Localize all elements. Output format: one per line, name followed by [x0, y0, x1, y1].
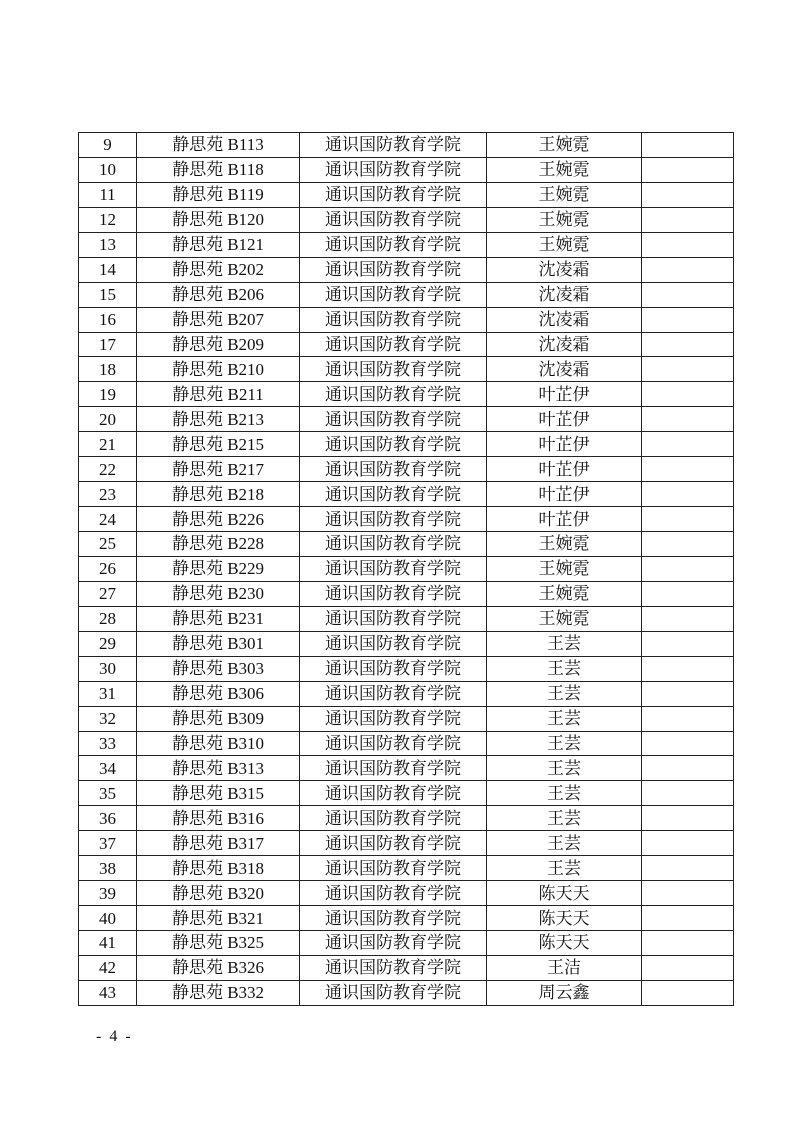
cell-person-name: 沈凌霜: [487, 332, 642, 357]
cell-row-number: 28: [79, 606, 137, 631]
cell-college: 通识国防教育学院: [300, 955, 487, 980]
cell-college: 通识国防教育学院: [300, 282, 487, 307]
table-row: [79, 232, 734, 257]
table-row: [79, 980, 734, 1005]
cell-person-name: 叶芷伊: [487, 407, 642, 432]
cell-person-name: 沈凌霜: [487, 307, 642, 332]
table-row: [79, 532, 734, 557]
table-row: [79, 631, 734, 656]
cell-college: 通识国防教育学院: [300, 606, 487, 631]
cell-college: 通识国防教育学院: [300, 881, 487, 906]
cell-room: 静思苑 B113: [137, 133, 300, 158]
cell-note: [642, 532, 734, 557]
cell-room: 静思苑 B332: [137, 980, 300, 1005]
cell-college: 通识国防教育学院: [300, 457, 487, 482]
table-row: [79, 332, 734, 357]
cell-row-number: 29: [79, 631, 137, 656]
cell-note: [642, 157, 734, 182]
cell-row-number: 22: [79, 457, 137, 482]
cell-note: [642, 207, 734, 232]
cell-note: [642, 482, 734, 507]
cell-person-name: 叶芷伊: [487, 382, 642, 407]
cell-college: 通识国防教育学院: [300, 756, 487, 781]
cell-college: 通识国防教育学院: [300, 631, 487, 656]
cell-room: 静思苑 B231: [137, 606, 300, 631]
cell-room: 静思苑 B306: [137, 681, 300, 706]
cell-room: 静思苑 B321: [137, 906, 300, 931]
cell-room: 静思苑 B320: [137, 881, 300, 906]
table-row: [79, 806, 734, 831]
cell-room: 静思苑 B318: [137, 856, 300, 881]
cell-person-name: 叶芷伊: [487, 457, 642, 482]
cell-row-number: 20: [79, 407, 137, 432]
cell-row-number: 42: [79, 955, 137, 980]
cell-person-name: 叶芷伊: [487, 482, 642, 507]
cell-college: 通识国防教育学院: [300, 432, 487, 457]
cell-row-number: 25: [79, 532, 137, 557]
cell-row-number: 23: [79, 482, 137, 507]
cell-note: [642, 332, 734, 357]
cell-college: 通识国防教育学院: [300, 781, 487, 806]
cell-person-name: 叶芷伊: [487, 507, 642, 532]
table-row: [79, 357, 734, 382]
cell-row-number: 40: [79, 906, 137, 931]
cell-note: [642, 507, 734, 532]
cell-college: 通识国防教育学院: [300, 507, 487, 532]
cell-college: 通识国防教育学院: [300, 307, 487, 332]
cell-college: 通识国防教育学院: [300, 581, 487, 606]
cell-room: 静思苑 B310: [137, 731, 300, 756]
cell-college: 通识国防教育学院: [300, 706, 487, 731]
cell-row-number: 18: [79, 357, 137, 382]
cell-row-number: 13: [79, 232, 137, 257]
cell-college: 通识国防教育学院: [300, 357, 487, 382]
table-row: [79, 831, 734, 856]
cell-college: 通识国防教育学院: [300, 382, 487, 407]
cell-person-name: 王婉霓: [487, 207, 642, 232]
cell-note: [642, 906, 734, 931]
table-row: [79, 257, 734, 282]
table-row: [79, 556, 734, 581]
cell-row-number: 14: [79, 257, 137, 282]
cell-row-number: 26: [79, 556, 137, 581]
cell-row-number: 19: [79, 382, 137, 407]
cell-note: [642, 407, 734, 432]
cell-college: 通识国防教育学院: [300, 332, 487, 357]
cell-college: 通识国防教育学院: [300, 133, 487, 158]
cell-row-number: 10: [79, 157, 137, 182]
cell-note: [642, 706, 734, 731]
cell-person-name: 陈天天: [487, 906, 642, 931]
cell-person-name: 王芸: [487, 706, 642, 731]
cell-room: 静思苑 B316: [137, 806, 300, 831]
table-row: [79, 706, 734, 731]
table-row: [79, 282, 734, 307]
cell-note: [642, 556, 734, 581]
cell-note: [642, 731, 734, 756]
cell-row-number: 16: [79, 307, 137, 332]
table-row: [79, 133, 734, 158]
table-row: [79, 482, 734, 507]
cell-room: 静思苑 B217: [137, 457, 300, 482]
cell-note: [642, 955, 734, 980]
cell-note: [642, 457, 734, 482]
cell-person-name: 王芸: [487, 856, 642, 881]
cell-room: 静思苑 B202: [137, 257, 300, 282]
cell-note: [642, 681, 734, 706]
cell-note: [642, 232, 734, 257]
cell-room: 静思苑 B210: [137, 357, 300, 382]
cell-row-number: 9: [79, 133, 137, 158]
cell-room: 静思苑 B118: [137, 157, 300, 182]
cell-row-number: 24: [79, 507, 137, 532]
table-row: [79, 681, 734, 706]
cell-note: [642, 980, 734, 1005]
cell-note: [642, 806, 734, 831]
cell-row-number: 32: [79, 706, 137, 731]
cell-row-number: 34: [79, 756, 137, 781]
cell-note: [642, 257, 734, 282]
table-row: [79, 432, 734, 457]
cell-college: 通识国防教育学院: [300, 532, 487, 557]
cell-note: [642, 282, 734, 307]
cell-person-name: 王婉霓: [487, 532, 642, 557]
cell-room: 静思苑 B317: [137, 831, 300, 856]
cell-college: 通识国防教育学院: [300, 856, 487, 881]
cell-person-name: 沈凌霜: [487, 282, 642, 307]
cell-row-number: 12: [79, 207, 137, 232]
cell-college: 通识国防教育学院: [300, 407, 487, 432]
cell-person-name: 王婉霓: [487, 606, 642, 631]
cell-person-name: 王婉霓: [487, 581, 642, 606]
cell-college: 通识国防教育学院: [300, 831, 487, 856]
cell-person-name: 王婉霓: [487, 157, 642, 182]
cell-room: 静思苑 B209: [137, 332, 300, 357]
cell-room: 静思苑 B313: [137, 756, 300, 781]
cell-note: [642, 831, 734, 856]
table-row: [79, 781, 734, 806]
cell-note: [642, 881, 734, 906]
cell-row-number: 21: [79, 432, 137, 457]
table-row: [79, 307, 734, 332]
cell-person-name: 叶芷伊: [487, 432, 642, 457]
cell-person-name: 王芸: [487, 781, 642, 806]
cell-college: 通识国防教育学院: [300, 556, 487, 581]
cell-row-number: 43: [79, 980, 137, 1005]
cell-person-name: 王婉霓: [487, 556, 642, 581]
cell-college: 通识国防教育学院: [300, 681, 487, 706]
cell-room: 静思苑 B325: [137, 931, 300, 956]
cell-college: 通识国防教育学院: [300, 656, 487, 681]
table-row: [79, 606, 734, 631]
cell-row-number: 17: [79, 332, 137, 357]
cell-person-name: 周云鑫: [487, 980, 642, 1005]
cell-person-name: 王芸: [487, 656, 642, 681]
cell-note: [642, 856, 734, 881]
cell-room: 静思苑 B120: [137, 207, 300, 232]
cell-person-name: 王芸: [487, 731, 642, 756]
cell-note: [642, 432, 734, 457]
cell-note: [642, 182, 734, 207]
page-number: - 4 -: [96, 1028, 133, 1045]
table-row: [79, 906, 734, 931]
table-row: [79, 656, 734, 681]
cell-college: 通识国防教育学院: [300, 232, 487, 257]
cell-person-name: 王芸: [487, 831, 642, 856]
cell-room: 静思苑 B315: [137, 781, 300, 806]
table-row: [79, 157, 734, 182]
cell-person-name: 王芸: [487, 681, 642, 706]
cell-college: 通识国防教育学院: [300, 731, 487, 756]
table-row: [79, 507, 734, 532]
cell-college: 通识国防教育学院: [300, 182, 487, 207]
cell-note: [642, 931, 734, 956]
cell-note: [642, 781, 734, 806]
cell-person-name: 沈凌霜: [487, 257, 642, 282]
cell-note: [642, 631, 734, 656]
cell-row-number: 11: [79, 182, 137, 207]
table-row: [79, 731, 734, 756]
cell-note: [642, 357, 734, 382]
cell-college: 通识国防教育学院: [300, 980, 487, 1005]
table-row: [79, 457, 734, 482]
table-row: [79, 382, 734, 407]
cell-row-number: 36: [79, 806, 137, 831]
table-row: [79, 407, 734, 432]
table-row: [79, 881, 734, 906]
table-row: [79, 182, 734, 207]
cell-person-name: 陈天天: [487, 881, 642, 906]
cell-person-name: 陈天天: [487, 931, 642, 956]
cell-college: 通识国防教育学院: [300, 157, 487, 182]
cell-room: 静思苑 B121: [137, 232, 300, 257]
cell-college: 通识国防教育学院: [300, 257, 487, 282]
cell-room: 静思苑 B230: [137, 581, 300, 606]
cell-person-name: 王芸: [487, 756, 642, 781]
table-row: [79, 931, 734, 956]
cell-room: 静思苑 B215: [137, 432, 300, 457]
cell-note: [642, 581, 734, 606]
cell-room: 静思苑 B218: [137, 482, 300, 507]
cell-row-number: 38: [79, 856, 137, 881]
cell-row-number: 30: [79, 656, 137, 681]
cell-person-name: 王洁: [487, 955, 642, 980]
cell-college: 通识国防教育学院: [300, 931, 487, 956]
cell-row-number: 15: [79, 282, 137, 307]
cell-person-name: 王婉霓: [487, 133, 642, 158]
cell-person-name: 沈凌霜: [487, 357, 642, 382]
cell-room: 静思苑 B326: [137, 955, 300, 980]
cell-person-name: 王芸: [487, 806, 642, 831]
table-body: [79, 133, 734, 1006]
cell-person-name: 王婉霓: [487, 182, 642, 207]
cell-room: 静思苑 B213: [137, 407, 300, 432]
cell-note: [642, 756, 734, 781]
cell-room: 静思苑 B309: [137, 706, 300, 731]
cell-college: 通识国防教育学院: [300, 482, 487, 507]
cell-note: [642, 656, 734, 681]
cell-room: 静思苑 B207: [137, 307, 300, 332]
cell-college: 通识国防教育学院: [300, 906, 487, 931]
cell-row-number: 37: [79, 831, 137, 856]
cell-row-number: 27: [79, 581, 137, 606]
cell-room: 静思苑 B228: [137, 532, 300, 557]
cell-row-number: 39: [79, 881, 137, 906]
table-row: [79, 207, 734, 232]
cell-note: [642, 606, 734, 631]
cell-person-name: 王婉霓: [487, 232, 642, 257]
cell-college: 通识国防教育学院: [300, 207, 487, 232]
cell-row-number: 33: [79, 731, 137, 756]
cell-room: 静思苑 B303: [137, 656, 300, 681]
table-row: [79, 581, 734, 606]
cell-room: 静思苑 B119: [137, 182, 300, 207]
cell-room: 静思苑 B211: [137, 382, 300, 407]
cell-room: 静思苑 B301: [137, 631, 300, 656]
cell-row-number: 31: [79, 681, 137, 706]
table-row: [79, 856, 734, 881]
cell-college: 通识国防教育学院: [300, 806, 487, 831]
cell-note: [642, 307, 734, 332]
cell-person-name: 王芸: [487, 631, 642, 656]
cell-row-number: 35: [79, 781, 137, 806]
cell-room: 静思苑 B229: [137, 556, 300, 581]
cell-note: [642, 133, 734, 158]
table-row: [79, 756, 734, 781]
dormitory-assignment-table: [78, 132, 734, 1006]
cell-room: 静思苑 B206: [137, 282, 300, 307]
table-row: [79, 955, 734, 980]
cell-row-number: 41: [79, 931, 137, 956]
cell-note: [642, 382, 734, 407]
cell-room: 静思苑 B226: [137, 507, 300, 532]
